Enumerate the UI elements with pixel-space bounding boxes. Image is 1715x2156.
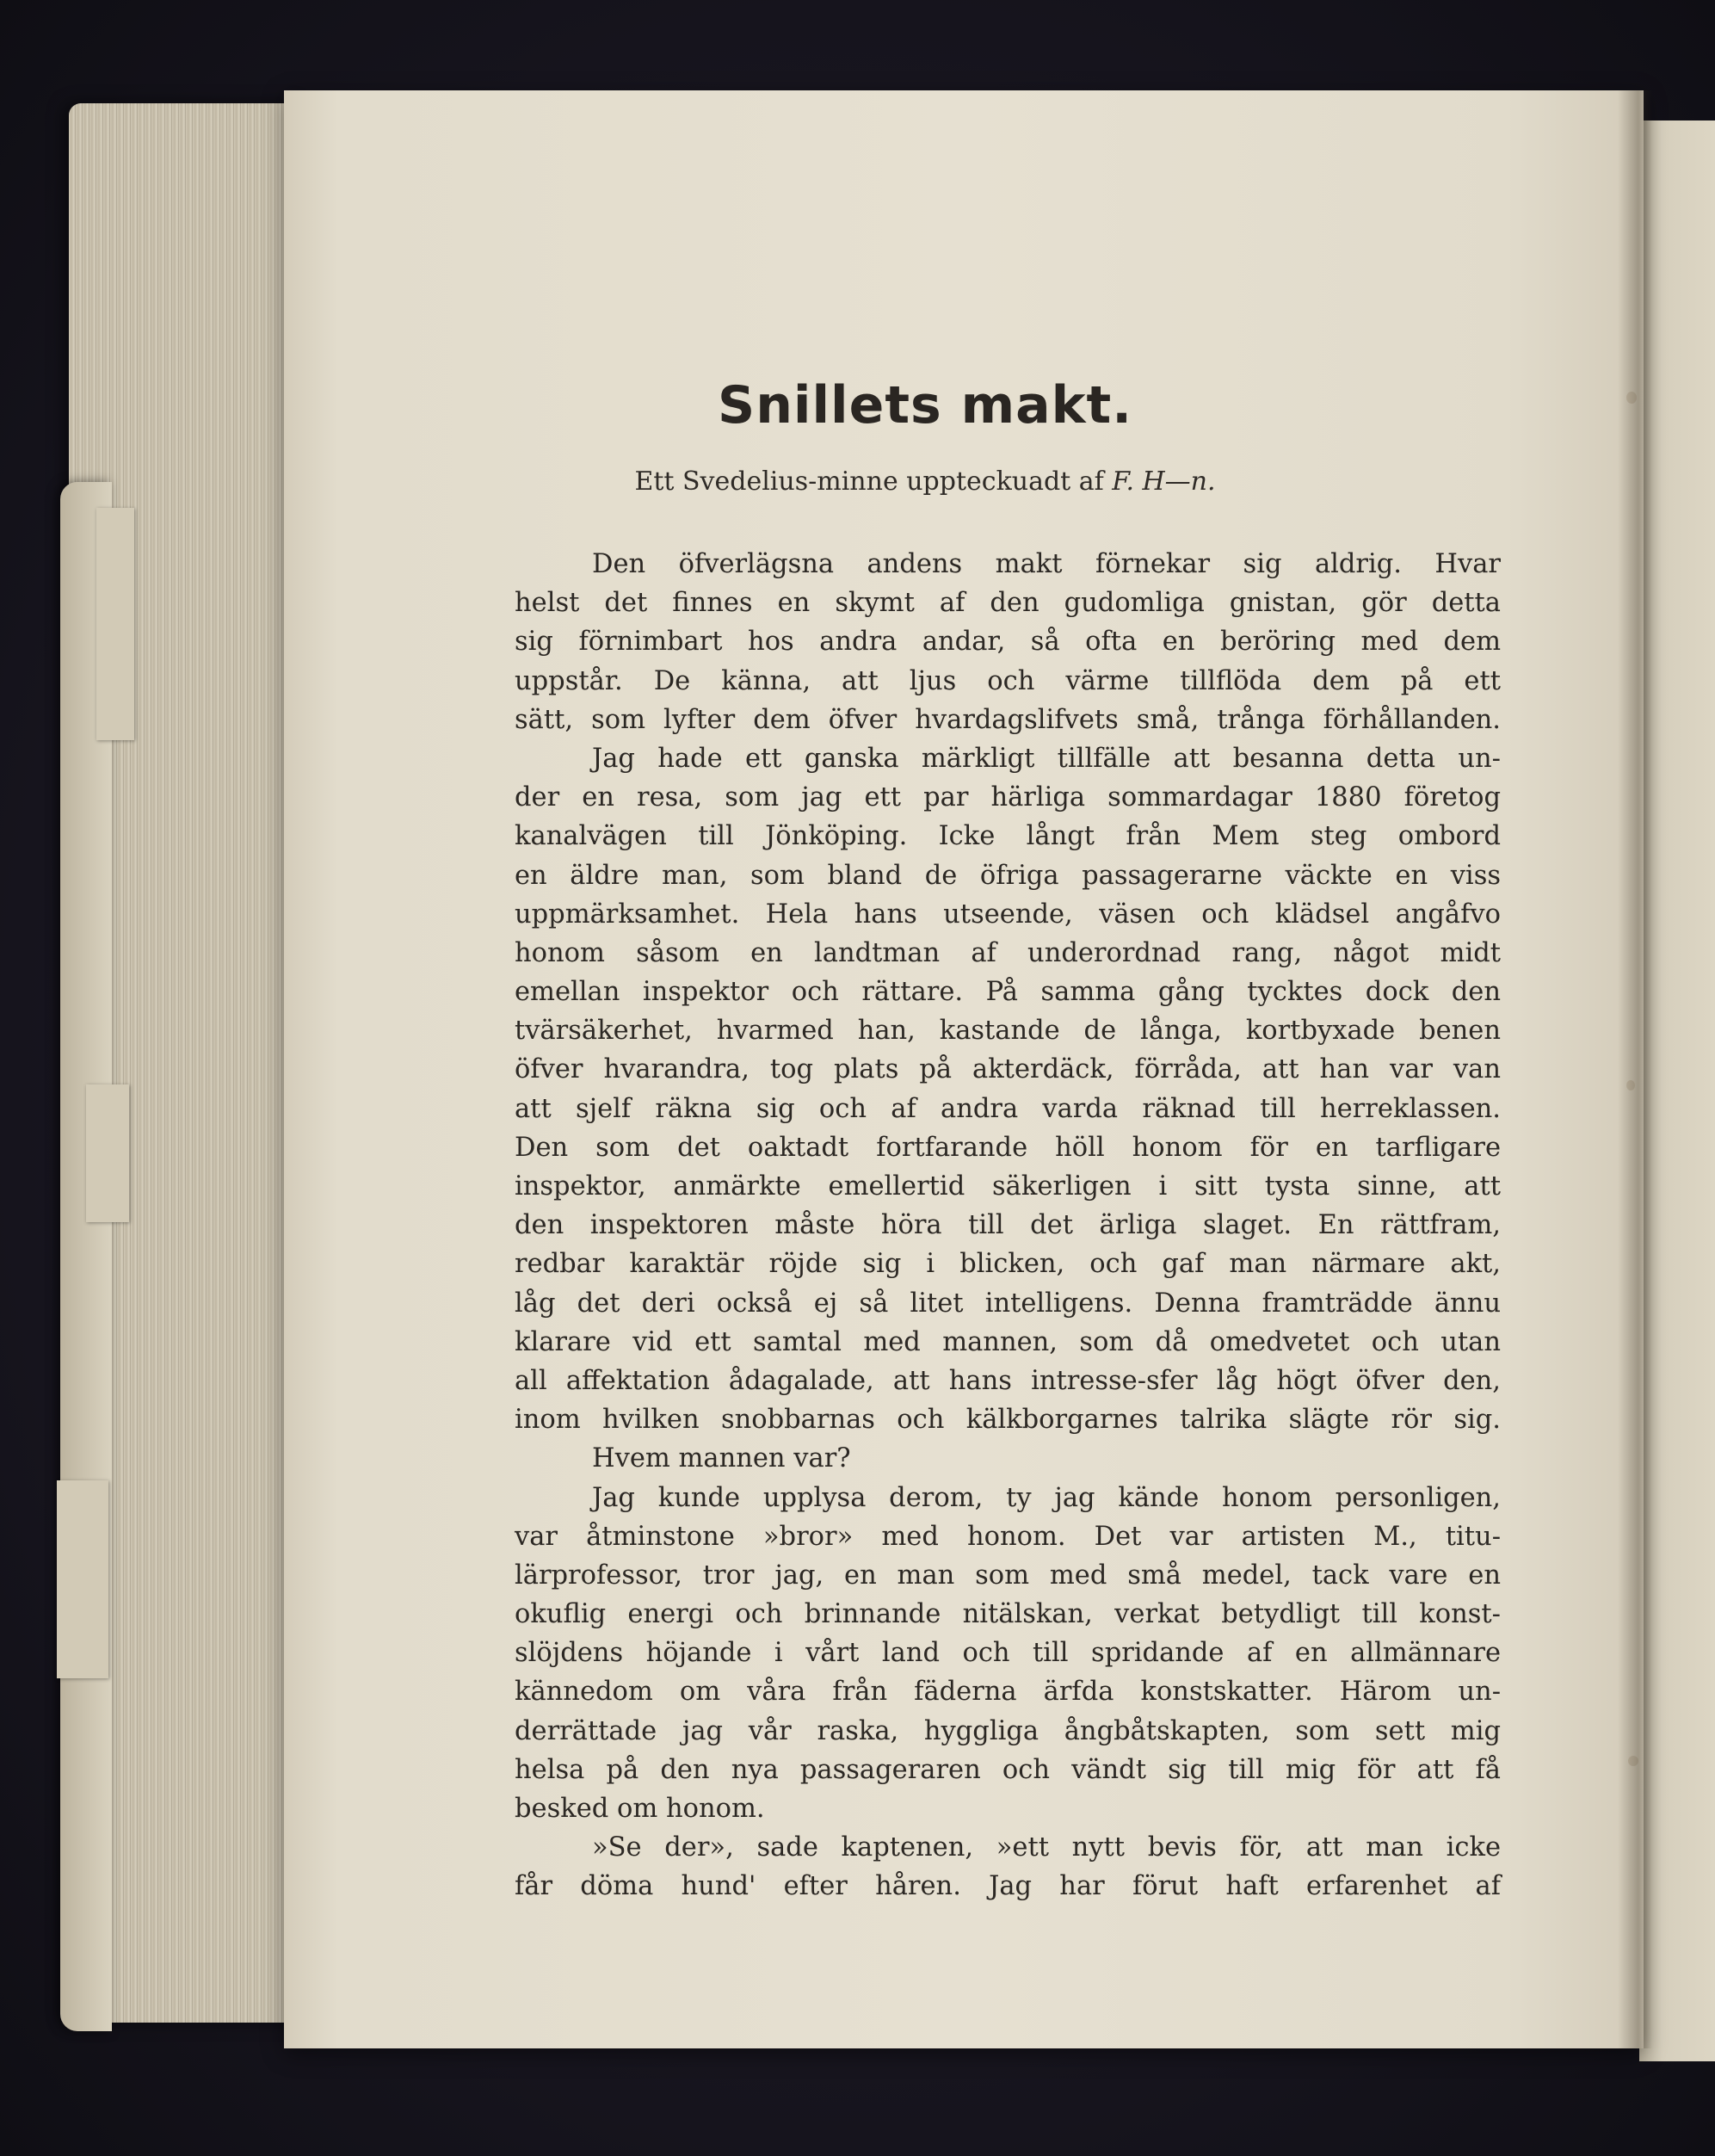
text-line: sig förnimbart hos andra andar, så ofta en beröring med dem bbox=[515, 627, 1501, 658]
text-line: uppmärksamhet. Hela hans utseende, väsen och klädsel angåfvo bbox=[515, 899, 1501, 930]
text-line: Den öfverlägsna andens makt förnekar sig aldrig. Hvar bbox=[592, 549, 1501, 579]
text-line: honom såsom en landtman af underordnad rang, något midt bbox=[515, 937, 1501, 968]
text-line: inom hvilken snobbarnas och kälkborgarnes talrika slägte rör sig. bbox=[515, 1405, 1501, 1436]
text-line: inspektor, anmärkte emellertid säkerligen i sitt tysta sinne, att bbox=[515, 1171, 1501, 1202]
text-line: kännedom om våra från fäderna ärfda konstskatter. Härom un- bbox=[515, 1677, 1501, 1708]
page-tab bbox=[96, 508, 134, 740]
text-line: sätt, som lyfter dem öfver hvardagslifvets små, trånga förhållanden. bbox=[515, 704, 1501, 735]
text-line: okuflig energi och brinnande nitälskan, verkat betydligt till konst- bbox=[515, 1599, 1501, 1630]
page-tab bbox=[57, 1480, 108, 1678]
text-line: all affektation ådagalade, att hans intresse-sfer låg högt öfver den, bbox=[515, 1365, 1501, 1396]
text-line: slöjdens höjande i vårt land och till spridande af en allmännare bbox=[515, 1638, 1501, 1669]
author-initials: F. H—n. bbox=[1112, 466, 1216, 497]
text-line: Jag hade ett ganska märkligt tillfälle att besanna detta un- bbox=[592, 743, 1501, 774]
text-line: en äldre man, som bland de öfriga passagerarne väckte en viss bbox=[515, 860, 1501, 891]
text-line: lärprofessor, tror jag, en man som med små medel, tack vare en bbox=[515, 1560, 1501, 1591]
text-line: helst det finnes en skymt af den gudomliga gnistan, gör detta bbox=[515, 588, 1501, 619]
text-line: den inspektoren måste höra till det ärliga slaget. En rättfram, bbox=[515, 1210, 1501, 1241]
text-line: »Se der», sade kaptenen, »ett nytt bevis för, att man icke bbox=[592, 1832, 1501, 1863]
text-line: Den som det oaktadt fortfarande höll honom för en tarfligare bbox=[515, 1132, 1501, 1163]
article-subtitle bbox=[516, 466, 1334, 497]
subtitle-text: Ett Svedelius-minne uppteckuadt af bbox=[634, 466, 1104, 497]
text-line: kanalvägen till Jönköping. Icke långt från Mem steg ombord bbox=[515, 821, 1501, 852]
text-line: får döma hund' efter håren. Jag har förut haft erfarenhet af bbox=[515, 1871, 1501, 1902]
text-line: derrättade jag vår raska, hyggliga ångbåtskapten, som sett mig bbox=[515, 1715, 1501, 1746]
text-line: att sjelf räkna sig och af andra varda räknad till herreklassen. bbox=[515, 1093, 1501, 1124]
text-line: öfver hvarandra, tog plats på akterdäck, förråda, att han var van bbox=[515, 1054, 1501, 1085]
text-line: Jag kunde upplysa derom, ty jag kände honom personligen, bbox=[592, 1482, 1501, 1513]
text-line: redbar karaktär röjde sig i blicken, och gaf man närmare akt, bbox=[515, 1249, 1501, 1280]
text-line: der en resa, som jag ett par härliga sommardagar 1880 företog bbox=[515, 782, 1501, 813]
text-line: klarare vid ett samtal med mannen, som då omedvetet och utan bbox=[515, 1326, 1501, 1357]
text-line: besked om honom. bbox=[515, 1794, 765, 1824]
page-tab bbox=[86, 1084, 129, 1222]
gutter-shadow bbox=[1618, 90, 1652, 2048]
text-line: emellan inspektor och rättare. På samma gång tycktes dock den bbox=[515, 977, 1501, 1008]
text-line: helsa på den nya passageraren och vändt sig till mig för att få bbox=[515, 1754, 1501, 1785]
text-line: låg det deri också ej så litet intelligens. Denna framträdde ännu bbox=[515, 1288, 1501, 1319]
article-title: Snillets makt. bbox=[718, 375, 1132, 436]
text-line: var åtminstone »bror» med honom. Det var artisten M., titu- bbox=[515, 1521, 1501, 1552]
text-line: uppstår. De känna, att ljus och värme tillflöda dem på ett bbox=[515, 665, 1501, 696]
text-line: Hvem mannen var? bbox=[592, 1443, 851, 1474]
article-body bbox=[515, 545, 1501, 1906]
text-line: tvärsäkerhet, hvarmed han, kastande de långa, kortbyxade benen bbox=[515, 1016, 1501, 1047]
